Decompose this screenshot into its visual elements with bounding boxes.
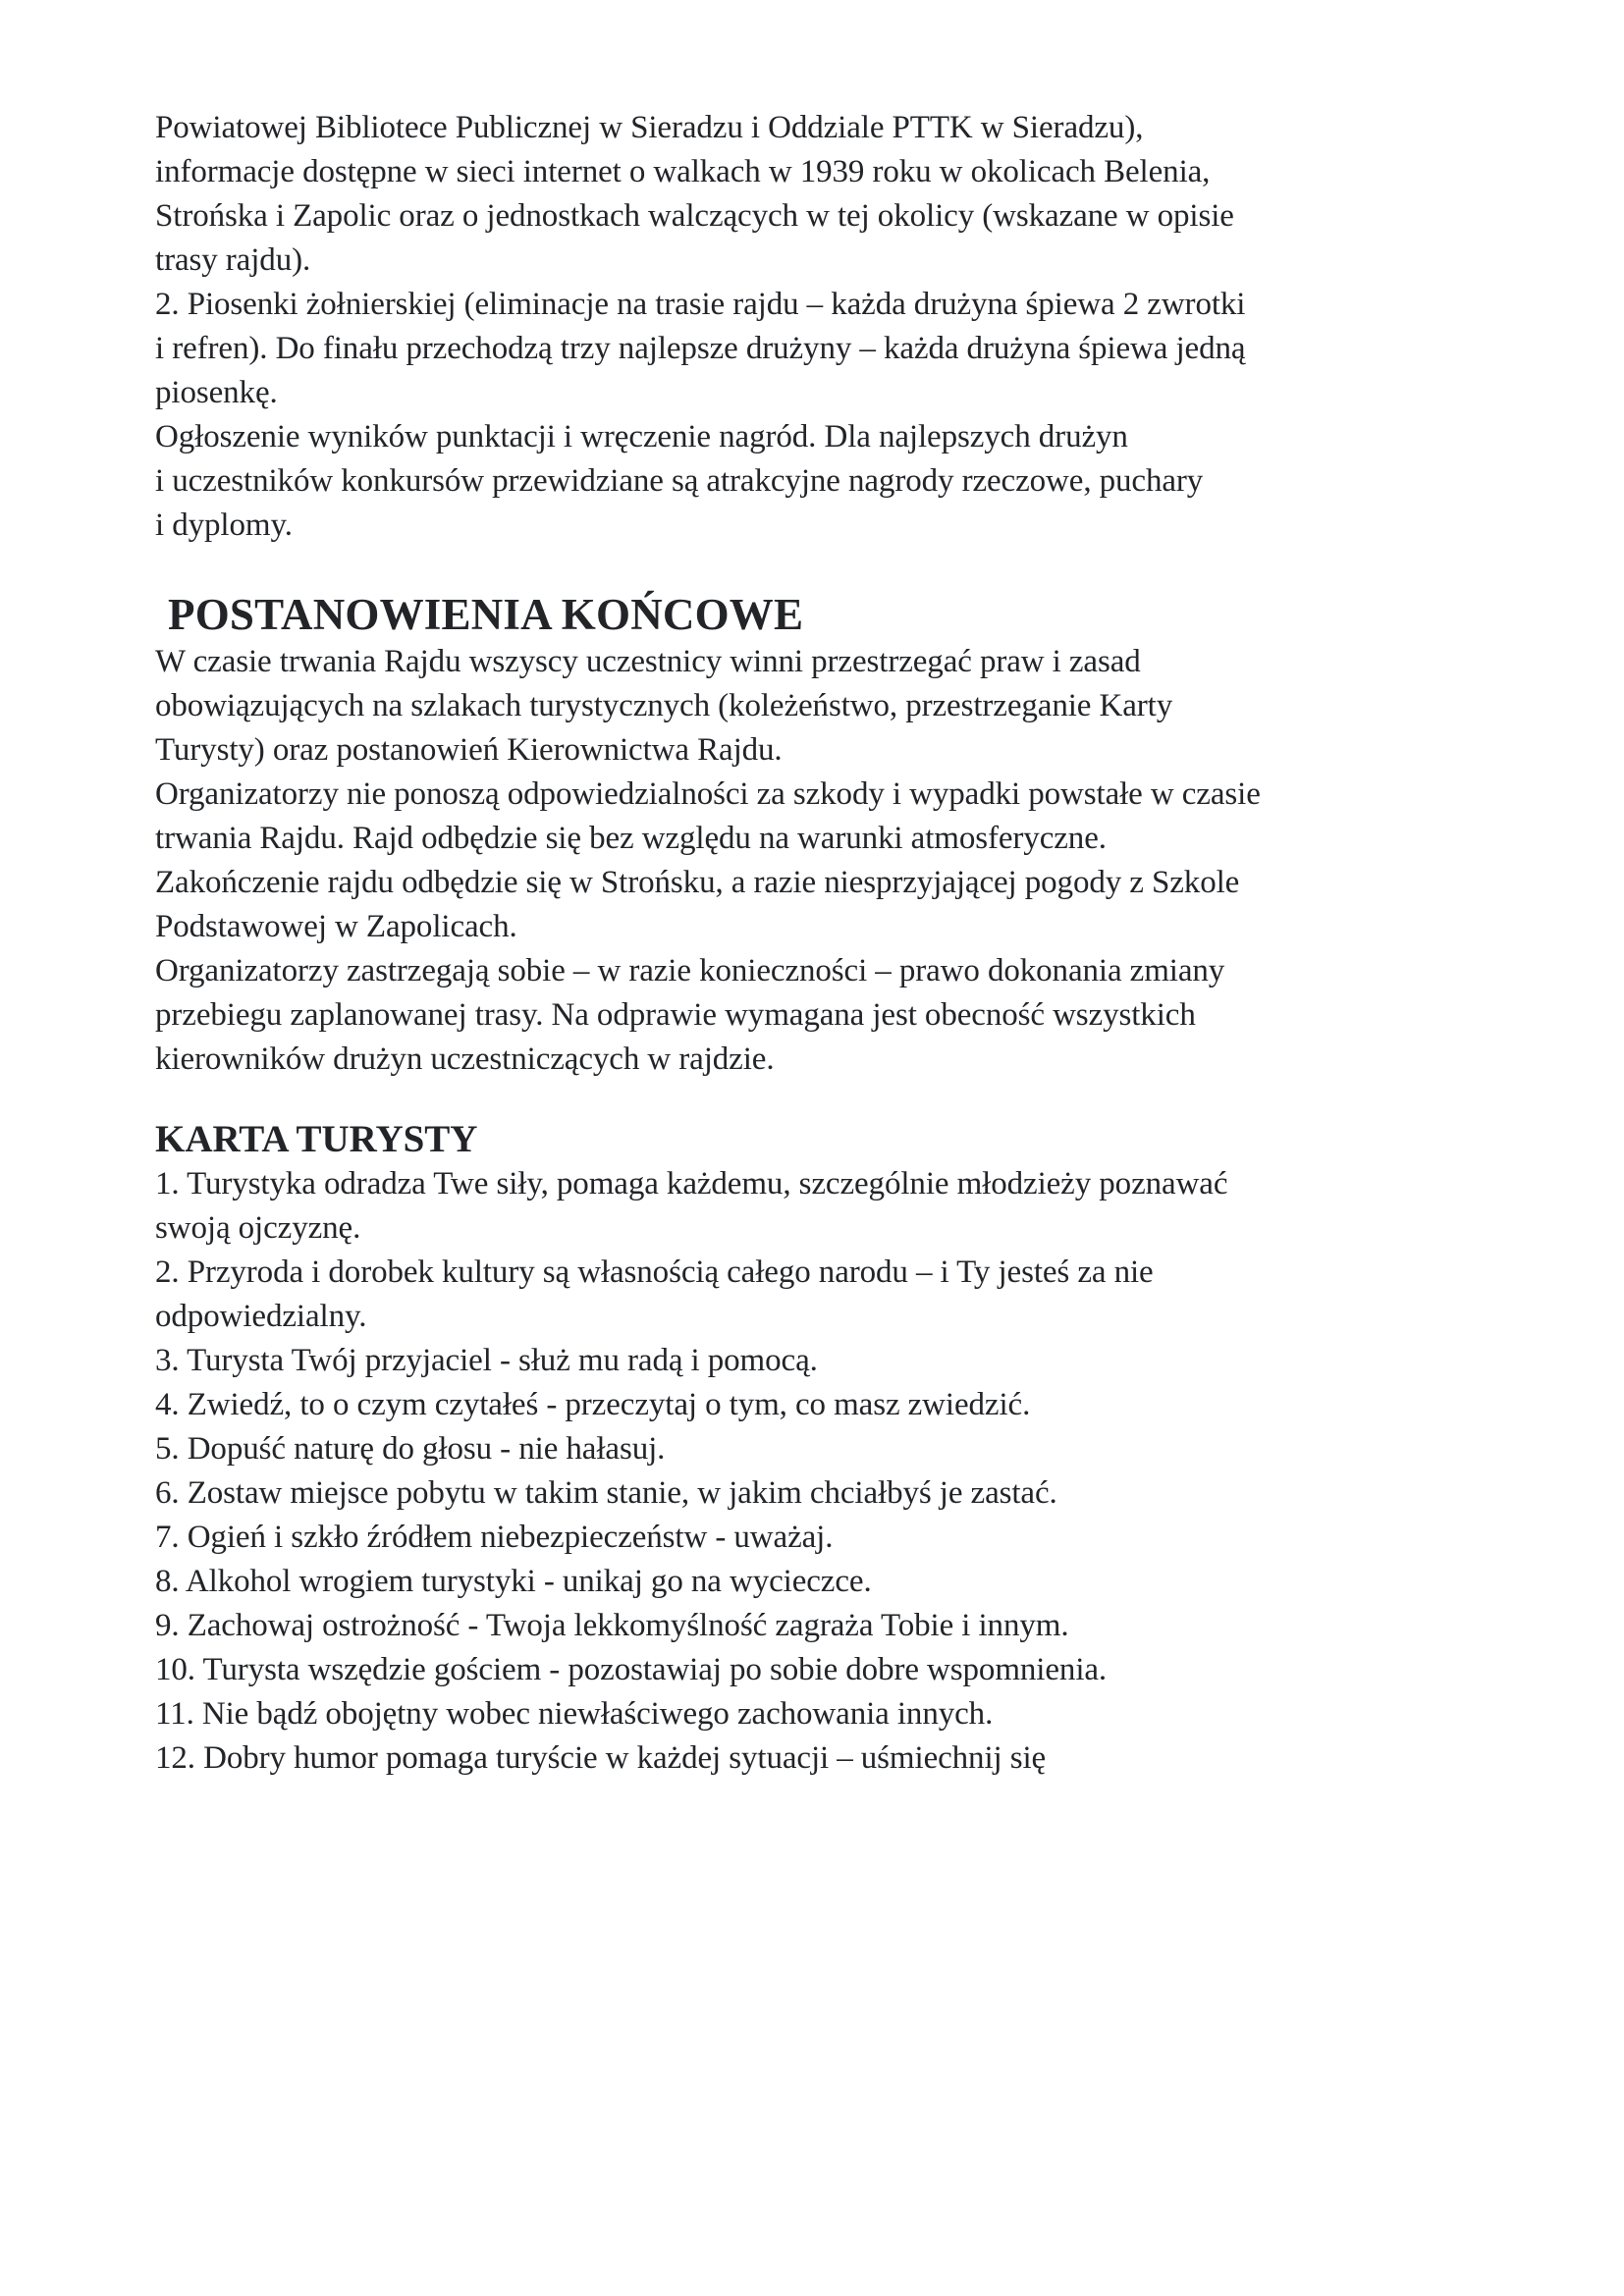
text-line: i dyplomy. [155,507,293,543]
list-item: 5. Dopuść naturę do głosu - nie hałasuj. [155,1431,666,1467]
text-line: Organizatorzy zastrzegają sobie – w razie konieczności – prawo dokonania zmiany [155,953,1225,988]
text-line: W czasie trwania Rajdu wszyscy uczestnicy winni przestrzegać praw i zasad [155,644,1141,679]
list-item: 2. Przyroda i dorobek kultury są własnością całego narodu – i Ty jesteś za nie [155,1255,1154,1290]
text-line: Organizatorzy nie ponoszą odpowiedzialności za szkody i wypadki powstałe w czasie [155,776,1261,812]
list-item [155,1781,1510,1825]
text-line: kierowników drużyn uczestniczących w rajdzie. [155,1041,775,1077]
text-line: informacje dostępne w sieci internet o walkach w 1939 roku w okolicach Belenia, [155,154,1211,189]
document-page [155,106,1510,1825]
text-line: i uczestników konkursów przewidziane są atrakcyjne nagrody rzeczowe, puchary [155,463,1204,499]
text-line: trasy rajdu). [155,242,311,278]
text-line: Turysty) oraz postanowień Kierownictwa Rajdu. [155,732,783,768]
text-line: Strońska i Zapolic oraz o jednostkach walczących w tej okolicy (wskazane w opisie [155,198,1234,234]
list-item: 11. Nie bądź obojętny wobec niewłaściwego zachowania innych. [155,1696,994,1732]
text-line: Zakończenie rajdu odbędzie się w Strońsku, a razie niesprzyjającej pogody z Szkole [155,865,1240,900]
list-item: 1. Turystyka odradza Twe siły, pomaga każdemu, szczególnie młodzieży poznawać [155,1166,1228,1201]
karta-turysty-section [155,1117,1510,1825]
list-item: 9. Zachowaj ostrożność - Twoja lekkomyślność zagraża Tobie i innym. [155,1608,1069,1643]
text-line: obowiązujących na szlakach turystycznych (koleżeństwo, przestrzeganie Karty [155,688,1173,723]
text-line: Ogłoszenie wyników punktacji i wręczenie nagród. Dla najlepszych drużyn [155,419,1128,454]
list-item: 4. Zwiedź, to o czym czytałeś - przeczytaj o tym, co masz zwiedzić. [155,1387,1031,1422]
list-item: odpowiedzialny. [155,1299,367,1334]
list-item: 7. Ogień i szkło źródłem niebezpieczeństw - uważaj. [155,1520,834,1555]
text-line: Powiatowej Bibliotece Publicznej w Sieradzu i Oddziale PTTK w Sieradzu), [155,110,1144,145]
list-item: 3. Turysta Twój przyjaciel - służ mu radą i pomocą. [155,1343,818,1378]
section-heading-postanowienia: POSTANOWIENIA KOŃCOWE [168,590,804,639]
intro-section [155,106,1510,548]
postanowienia-section [155,589,1510,1082]
text-line: i refren). Do finału przechodzą trzy najlepsze drużyny – każda drużyna śpiewa jedną [155,331,1246,366]
list-item: 10. Turysta wszędzie gościem - pozostawiaj po sobie dobre wspomnienia. [155,1652,1108,1687]
text-line: Podstawowej w Zapolicach. [155,909,517,944]
text-line: przebiegu zaplanowanej trasy. Na odprawie wymagana jest obecność wszystkich [155,997,1196,1033]
text-line: 2. Piosenki żołnierskiej (eliminacje na trasie rajdu – każda drużyna śpiewa 2 zwrotki [155,287,1246,322]
text-line: piosenkę. [155,375,278,410]
list-item: swoją ojczyznę. [155,1210,361,1246]
section-heading-karta-turysty: KARTA TURYSTY [155,1118,478,1160]
list-item: 12. Dobry humor pomaga turyście w każdej sytuacji – uśmiechnij się [155,1740,1047,1776]
list-item: 8. Alkohol wrogiem turystyki - unikaj go na wycieczce. [155,1564,872,1599]
text-line: trwania Rajdu. Rajd odbędzie się bez względu na warunki atmosferyczne. [155,821,1107,856]
list-item: 6. Zostaw miejsce pobytu w takim stanie, w jakim chciałbyś je zastać. [155,1475,1057,1511]
